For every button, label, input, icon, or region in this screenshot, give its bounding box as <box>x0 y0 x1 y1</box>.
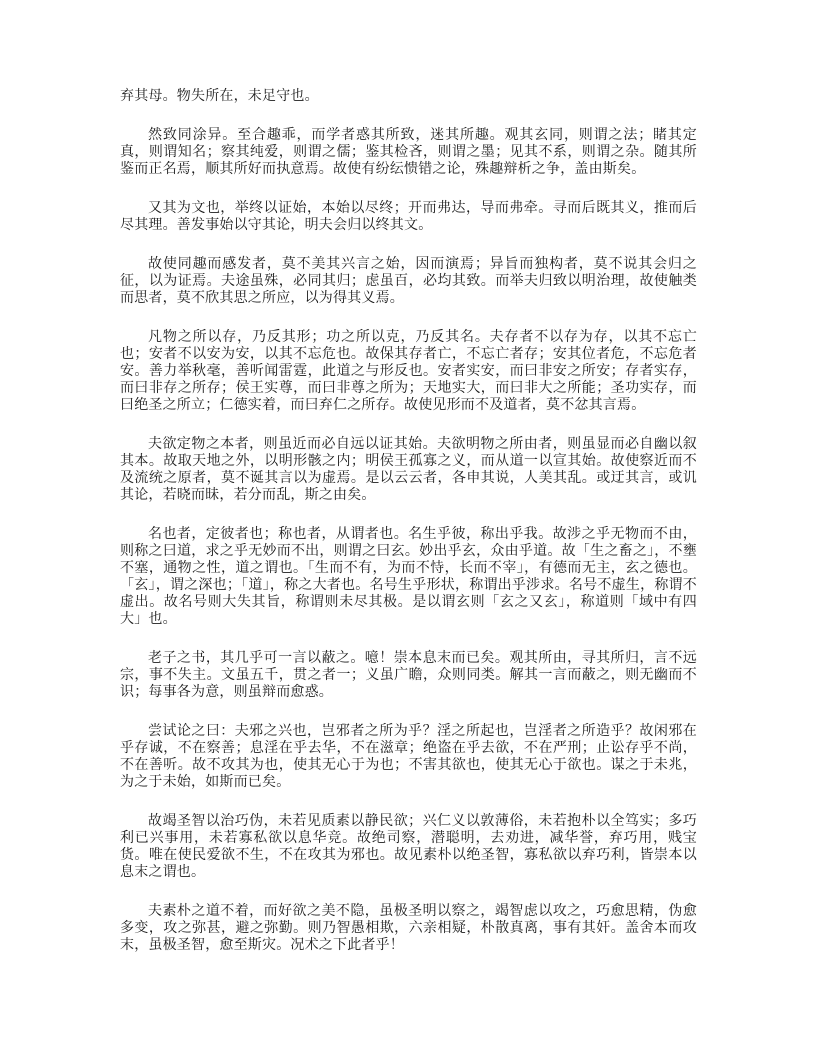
document-text-body <box>120 88 697 976</box>
paragraph: 名也者，定彼者也；称也者，从谓者也。名生乎彼，称出乎我。故涉之乎无物而不由，则称之曰道，求之乎无妙而不出，则谓之曰玄。妙出乎玄，众由乎道。故「生之畜之」，不壅不塞，通物之性，道之谓也。「生而不有，为而不恃，长而不宰」，有德而无主，玄之德也。「玄」，谓之深也；「道」，称之大者也。名号生乎形状，称谓出乎涉求。名号不虚生，称谓不虚出。故名号则大失其旨，称谓则未尽其极。是以谓玄则「玄之又玄」，称道则「域中有四大」也。 <box>120 527 697 627</box>
paragraph: 夫素朴之道不着，而好欲之美不隐，虽极圣明以察之，竭智虑以攻之，巧愈思精，伪愈多变，攻之弥甚，避之弥勤。则乃智愚相欺，六亲相疑，朴散真离，事有其奸。盖舍本而攻末，虽极圣智，愈至斯灾。况术之下此者乎！ <box>120 904 697 953</box>
paragraph: 凡物之所以存，乃反其形；功之所以克，乃反其名。夫存者不以存为存，以其不忘亡也；安者不以安为安，以其不忘危也。故保其存者亡，不忘亡者存；安其位者危，不忘危者安。善力举秋毫，善听闻雷霆，此道之与形反也。安者实安，而曰非安之所安；存者实存，而曰非存之所存；侯王实尊，而曰非尊之所为；天地实大，而曰非大之所能；圣功实存，而曰绝圣之所立；仁德实着，而曰弃仁之所存。故使见形而不及道者，莫不忿其言焉。 <box>120 330 697 413</box>
paragraph: 弃其母。物失所在，未足守也。 <box>120 89 319 104</box>
paragraph: 故竭圣智以治巧伪，未若见质素以静民欲；兴仁义以敦薄俗，未若抱朴以全笃实；多巧利已兴事用，未若寡私欲以息华竞。故绝司察，潜聪明，去劝进，减华誉，弃巧用，贱宝货。唯在使民爱欲不生，不在攻其为邪也。故见素朴以绝圣智，寡私欲以弃巧利，皆崇本以息末之谓也。 <box>120 814 697 880</box>
paragraph: 老子之书，其几乎可一言以蔽之。噫！崇本息末而已矣。观其所由，寻其所归，言不远宗，事不失主。文虽五千，贯之者一；义虽广瞻，众则同类。解其一言而蔽之，则无幽而不识；每事各为意，则虽辩而愈惑。 <box>120 651 697 700</box>
paragraph: 又其为文也，举终以证始，本始以尽终；开而弗达，导而弗牵。寻而后既其义，推而后尽其理。善发事始以守其论，明夫会归以终其文。 <box>120 201 697 233</box>
paragraph: 尝试论之曰：夫邪之兴也，岂邪者之所为乎？淫之所起也，岂淫者之所造乎？故闲邪在乎存诚，不在察善；息淫在乎去华，不在滋章；绝盗在乎去欲，不在严刑；止讼存乎不尚，不在善听。故不攻其为也，使其无心于为也；不害其欲也，使其无心于欲也。谋之于未兆，为之于未始，如斯而已矣。 <box>120 724 697 790</box>
paragraph: 夫欲定物之本者，则虽近而必自远以证其始。夫欲明物之所由者，则虽显而必自幽以叙其本。故取天地之外，以明形骸之内；明侯王孤寡之义，而从道一以宣其始。故使察近而不及流统之原者，莫不诞其言以为虚焉。是以云云者，各申其说，人美其乱。或迂其言，或讥其论，若晓而昧，若分而乱，斯之由矣。 <box>120 437 697 503</box>
paragraph: 故使同趣而感发者，莫不美其兴言之始，因而演焉；异旨而独构者，莫不说其会归之征，以为证焉。夫途虽殊，必同其归；虑虽百，必均其致。而举夫归致以明治理，故使触类而思者，莫不欣其思之所应，以为得其义焉。 <box>120 257 697 306</box>
paragraph: 然致同涂异。至合趣乖，而学者惑其所致，迷其所趣。观其玄同，则谓之法；睹其定真，则谓知名；察其纯爱，则谓之儒；鉴其检吝，则谓之墨；见其不系，则谓之杂。随其所鉴而正名焉，顺其所好而执意焉。故使有纷纭愦错之论，殊趣辩析之争，盖由斯矣。 <box>120 128 697 177</box>
